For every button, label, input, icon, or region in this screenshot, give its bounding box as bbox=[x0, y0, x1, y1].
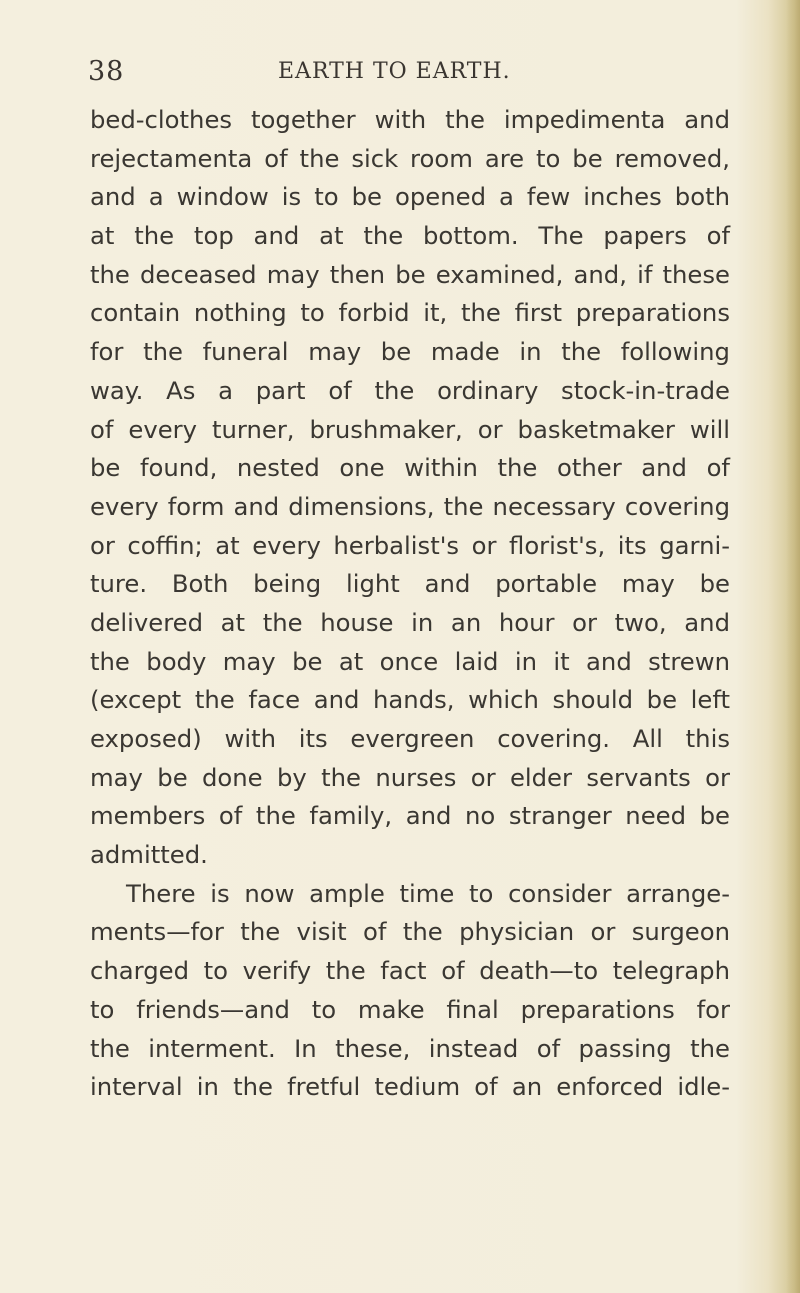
text-line: way. As a part of the ordinary stock-in-trade bbox=[90, 375, 730, 405]
text-line: rejectamenta of the sick room are to be removed, bbox=[90, 143, 730, 173]
page-edge-shadow bbox=[786, 0, 800, 1293]
text-line: and a window is to be opened a few inches both bbox=[90, 182, 730, 212]
body-text bbox=[90, 101, 730, 1107]
text-line: for the funeral may be made in the following bbox=[90, 337, 730, 367]
text-line: ture. Both being light and portable may be bbox=[90, 569, 730, 599]
text-line: to friends—and to make final preparations for bbox=[90, 994, 730, 1024]
text-line: or coffin; at every herbalist's or florist's, its garni- bbox=[90, 530, 730, 560]
text-line: the body may be at once laid in it and strewn bbox=[90, 646, 730, 676]
text-line: members of the family, and no stranger need be bbox=[90, 801, 730, 831]
page-number: 38 bbox=[88, 56, 125, 87]
text-line: be found, nested one within the other and of bbox=[90, 453, 730, 483]
text-line: contain nothing to forbid it, the first preparations bbox=[90, 298, 730, 328]
text-line: interval in the fretful tedium of an enforced idle- bbox=[90, 1072, 730, 1102]
running-head: EARTH TO EARTH. bbox=[278, 59, 511, 84]
text-line: the interment. In these, instead of passing the bbox=[90, 1033, 730, 1063]
text-line: delivered at the house in an hour or two, and bbox=[90, 607, 730, 637]
text-line: bed-clothes together with the impedimenta and bbox=[90, 105, 730, 134]
text-line: (except the face and hands, which should be left bbox=[90, 685, 730, 715]
text-line: the deceased may then be examined, and, if these bbox=[90, 259, 730, 289]
page-header bbox=[88, 50, 738, 94]
text-line-paragraph-start: There is now ample time to consider arrange- bbox=[126, 878, 730, 908]
text-line: exposed) with its evergreen covering. All this bbox=[90, 724, 730, 753]
text-line: may be done by the nurses or elder servants or bbox=[90, 762, 730, 792]
text-line: every form and dimensions, the necessary covering bbox=[90, 491, 730, 521]
text-line-paragraph-end: admitted. bbox=[90, 840, 208, 870]
text-line: ments—for the visit of the physician or surgeon bbox=[90, 917, 730, 947]
text-line: at the top and at the bottom. The papers of bbox=[90, 221, 730, 251]
text-line: of every turner, brushmaker, or basketmaker will bbox=[90, 414, 730, 444]
text-line: charged to verify the fact of death—to telegraph bbox=[90, 956, 730, 986]
